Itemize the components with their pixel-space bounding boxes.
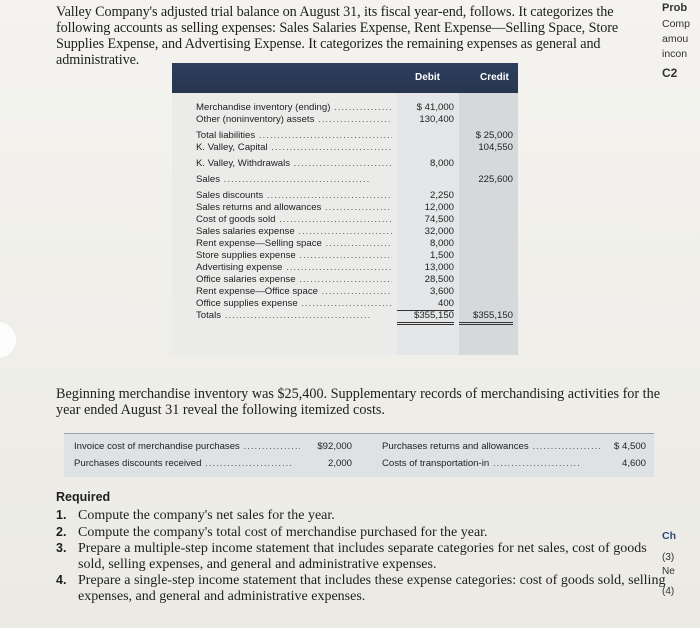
required-heading: Required [56,490,111,504]
item-text: Prepare a single-step income statement that includes these expense categories: cost of goods sold, selling expenses, and general and administrative expenses. [78,573,666,604]
header-debit: Debit [415,72,440,83]
row-label: Total liabilities ..... [196,130,392,142]
item-number: 2. [56,524,67,539]
list-item [56,573,672,604]
table-row [172,190,518,202]
side-label-ch: Ch [662,530,676,542]
row-debit: 3,600 [429,286,454,297]
row-debit: 28,500 [424,274,454,285]
transport-label: Costs of transportation-in ..... [382,458,602,469]
table-row [172,226,518,238]
row-label: Sales salaries expense ..... [196,226,392,238]
table-header [172,63,518,93]
table-row [172,114,518,126]
returns-label: Purchases returns and allowances ..... [382,441,602,452]
row-debit: 32,000 [424,226,454,237]
row-label: Rent expense—Office space ..... [196,286,392,298]
row-debit: 12,000 [424,202,454,213]
item-text: Compute the company's total cost of merchandise purchased for the year. [78,524,488,540]
item-number: 1. [56,508,67,522]
total-credit: $355,150 [459,310,513,325]
item-number: 4. [56,573,67,587]
row-debit: 130,400 [419,114,454,125]
transport-amount: 4,600 [621,458,646,469]
table-row [172,202,518,214]
table-row [172,158,518,170]
row-debit: 400 [397,298,454,311]
side-label-4: (4) [662,586,675,597]
row-debit: 2,250 [429,190,454,201]
discounts-amount: 2,000 [327,458,352,469]
table-row [172,214,518,226]
row-debit: 8,000 [429,238,454,249]
row-label: Sales returns and allowances ..... [196,202,392,214]
row-label: Store supplies expense ..... [196,250,392,262]
row-debit: $ 41,000 [416,102,454,113]
table-row [172,102,518,114]
list-item [56,541,672,572]
row-label: Office salaries expense ..... [196,274,392,286]
totals-row [172,310,518,322]
item-text: Prepare a multiple-step income statement that includes separate categories for net sales, cost of goods sold, selling expenses, and general and administrative expenses. [78,541,647,572]
side-label-3: (3) [662,552,675,563]
table-row [172,174,518,186]
table-row [172,238,518,250]
row-label: Rent expense—Selling space ..... [196,238,392,250]
side-label-amou: amou [662,33,689,45]
row-label: K. Valley, Withdrawals ..... [196,158,392,170]
row-debit: 74,500 [424,214,454,225]
requirements-list [56,508,672,605]
list-item [56,508,672,524]
row-label: Other (noninventory) assets ..... [196,114,392,126]
row-debit: 13,000 [424,262,454,273]
row-credit: $ 25,000 [475,130,513,141]
item-number: 3. [56,541,67,555]
list-item [56,525,672,541]
side-label-ne: Ne [662,566,675,577]
supplementary-text: Beginning merchandise inventory was $25,400. Supplementary records of merchandising activities for the year ended August 31 reveal the following itemized costs. [56,386,660,418]
side-label-incon: incon [662,48,688,60]
side-label-comp: Comp [662,18,691,30]
table-row [172,298,518,310]
row-label: Office supplies expense ..... [196,298,392,310]
table-row [172,286,518,298]
row-label: Totals ..... [196,310,392,322]
row-label: Advertising expense ..... [196,262,392,274]
page-curl-shape [0,322,16,358]
item-text: Compute the company's net sales for the year. [78,508,335,523]
table-row [172,250,518,262]
total-debit: $355,150 [397,310,454,325]
row-label: K. Valley, Capital ..... [196,142,392,154]
returns-amount: $ 4,500 [613,441,646,452]
row-debit: 8,000 [429,158,454,169]
box-top-rule [64,433,654,434]
header-credit: Credit [480,72,509,83]
table-row [172,130,518,142]
row-credit: 104,550 [478,142,513,153]
side-label-c2: C2 [662,66,678,80]
problem-intro-text: Valley Company's adjusted trial balance on August 31, its fiscal year-end, follows. It categorizes the following accounts as selling expenses: Sales Salaries Expense, Rent Expense—Selling Space, Store Supplies Expense, and Advertising Expense. It categorizes the remaining expenses as general and administrative. [56,4,619,68]
table-row [172,142,518,154]
table-row [172,262,518,274]
discounts-label: Purchases discounts received ..... [74,458,300,469]
invoice-cost-label: Invoice cost of merchandise purchases ..... [74,441,300,452]
row-debit: 1,500 [429,250,454,261]
row-label: Sales discounts ..... [196,190,392,202]
table-row [172,274,518,286]
adjusted-trial-balance-table [172,63,518,359]
side-label-prob: Prob [662,2,688,14]
itemized-costs-box [64,433,654,477]
invoice-cost-amount: $92,000 [317,441,352,452]
row-credit: 225,600 [478,174,513,185]
row-label: Cost of goods sold ..... [196,214,392,226]
row-label: Merchandise inventory (ending) ..... [196,102,392,114]
row-label: Sales ..... [196,174,392,186]
